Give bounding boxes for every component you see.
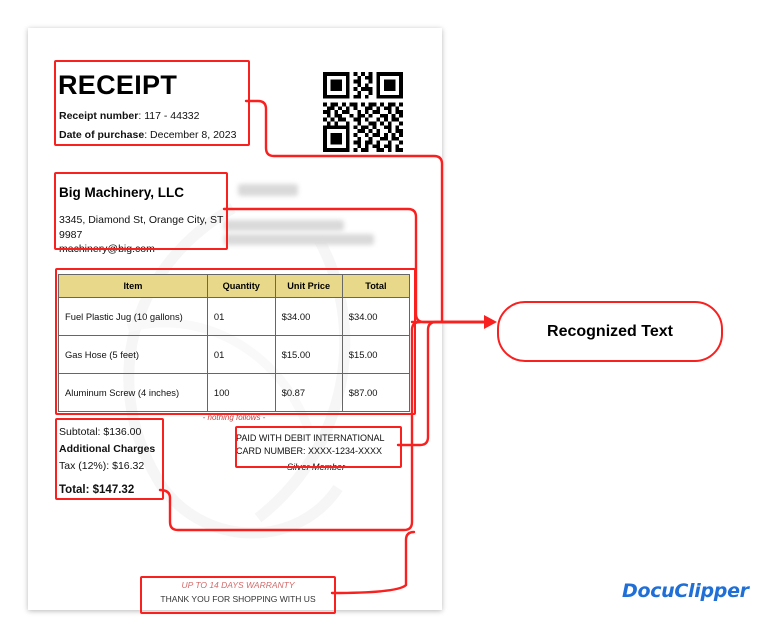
subtotal-line: Subtotal: $136.00 (59, 426, 142, 438)
receipt-document (28, 28, 442, 610)
receipt-number-value: : 117 - 44332 (138, 110, 200, 122)
table-header-row (59, 275, 410, 298)
nothing-follows-note: - nothing follows - (202, 413, 266, 422)
warranty-note: UP TO 14 DAYS WARRANTY (181, 580, 295, 590)
cell-item: Gas Hose (5 feet) (59, 336, 208, 374)
receipt-footer (148, 578, 328, 606)
purchase-date-value: : December 8, 2023 (144, 129, 237, 141)
cell-item: Aluminum Screw (4 inches) (59, 374, 208, 412)
purchase-date (59, 129, 236, 141)
table-row (59, 298, 410, 336)
vendor-email: machinery@big.com (59, 243, 155, 255)
receipt-number-label: Receipt number (59, 110, 139, 122)
cell-quantity: 100 (207, 374, 275, 412)
line-items-table (58, 274, 410, 412)
totals-block (59, 424, 199, 499)
vendor-address: 3345, Diamond St, Orange City, ST 9987 (59, 214, 224, 241)
column-header-total: Total (342, 275, 409, 298)
redacted-field (224, 234, 374, 245)
redacted-field (238, 184, 298, 196)
recognized-text-label: Recognized Text (547, 322, 673, 340)
column-header-item: Item (59, 275, 208, 298)
cell-item: Fuel Plastic Jug (10 gallons) (59, 298, 208, 336)
page-title: RECEIPT (58, 70, 178, 100)
cell-total: $34.00 (342, 298, 409, 336)
cell-quantity: 01 (207, 336, 275, 374)
receipt-number (59, 110, 199, 122)
payment-method-line: PAID WITH DEBIT INTERNATIONAL (236, 433, 385, 443)
additional-charges-label: Additional Charges (59, 443, 156, 455)
column-header-quantity: Quantity (207, 275, 275, 298)
qr-code-icon (323, 72, 403, 152)
cell-unit-price: $34.00 (275, 298, 342, 336)
docuclipper-logo: DocuClipper (622, 580, 749, 602)
cell-unit-price: $0.87 (275, 374, 342, 412)
total-line: Total: $147.32 (59, 484, 135, 496)
thank-you-note: THANK YOU FOR SHOPPING WITH US (160, 594, 316, 604)
payment-info-block (236, 432, 396, 474)
member-status: Silver Member (286, 462, 345, 472)
card-number-line: CARD NUMBER: XXXX-1234-XXXX (236, 446, 383, 456)
cell-quantity: 01 (207, 298, 275, 336)
redacted-field (224, 220, 344, 231)
cell-unit-price: $15.00 (275, 336, 342, 374)
tax-line: Tax (12%): $16.32 (59, 460, 145, 472)
vendor-name: Big Machinery, LLC (59, 185, 185, 200)
column-header-unit-price: Unit Price (275, 275, 342, 298)
recognized-text-callout (497, 301, 723, 362)
cell-total: $87.00 (342, 374, 409, 412)
table-row (59, 374, 410, 412)
purchase-date-label: Date of purchase (59, 129, 145, 141)
table-row (59, 336, 410, 374)
cell-total: $15.00 (342, 336, 409, 374)
